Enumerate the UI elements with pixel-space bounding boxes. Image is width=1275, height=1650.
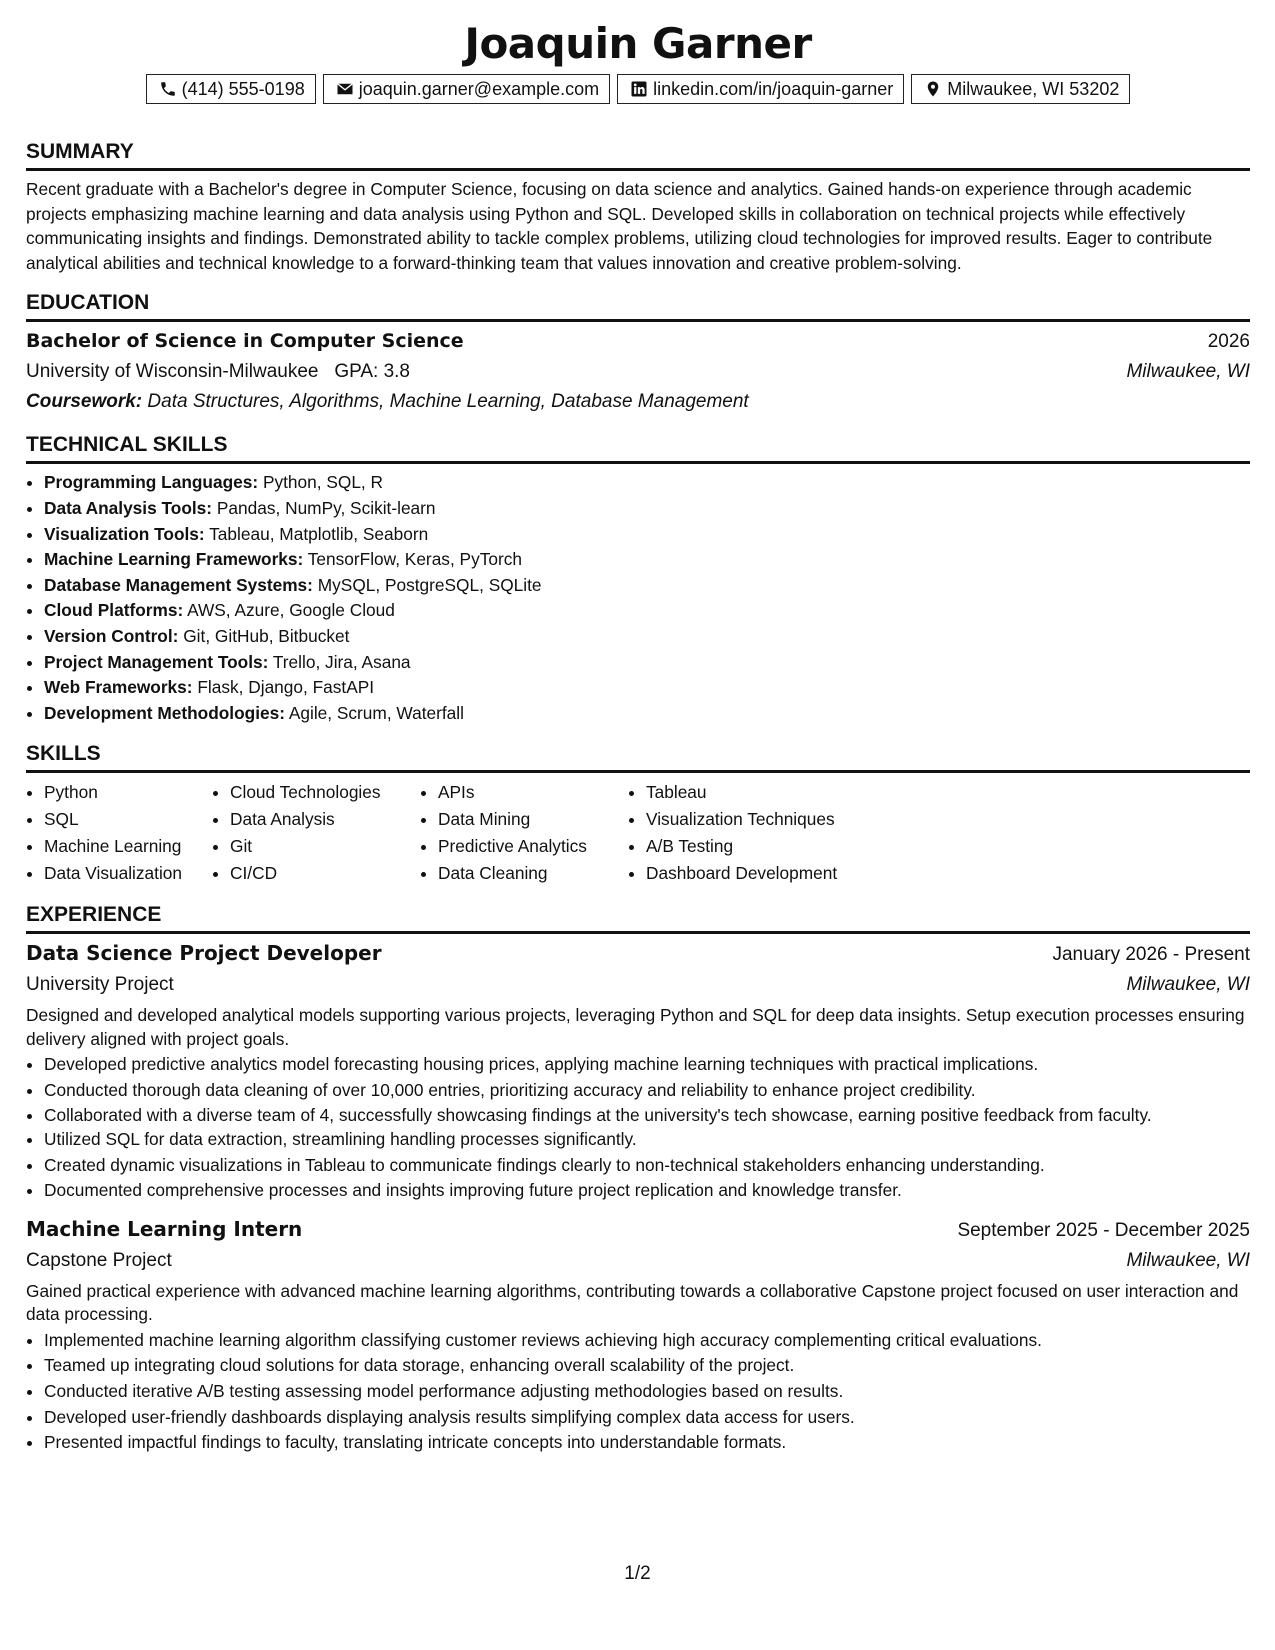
list-item: • Implemented machine learning algorithm classifying customer reviews achieving high accuracy complementing critical evaluations. [44, 1328, 1250, 1354]
list-item: • Predictive Analytics [438, 833, 628, 860]
list-item [44, 496, 1250, 522]
skill-values: Agile, Scrum, Waterfall [288, 702, 464, 723]
page-number: 1/2 [624, 1563, 651, 1584]
list-item: • Data Visualization [44, 860, 212, 887]
list-item: • Python [44, 779, 212, 806]
list-item: • Visualization Techniques [646, 806, 906, 833]
contact-email-text: joaquin.garner@example.com [358, 79, 600, 99]
skill-category: Cloud Platforms: [44, 600, 184, 621]
list-item [44, 470, 1250, 496]
list-item [44, 650, 1250, 676]
list-item: • Collaborated with a diverse team of 4, successfully showcasing findings at the university's tech showcase, earning positive feedback from faculty. [44, 1104, 1250, 1128]
skill-values: MySQL, PostgreSQL, SQLite [317, 574, 542, 595]
contact-location [911, 74, 1130, 104]
envelope-icon [336, 80, 354, 98]
job-organization: University Project [26, 974, 174, 996]
coursework-line [26, 387, 1250, 417]
skills-column-4 [628, 779, 906, 887]
job-bullets [26, 1052, 1250, 1203]
list-item [44, 675, 1250, 701]
technical-skills-list [26, 470, 1250, 726]
skill-values: AWS, Azure, Google Cloud [187, 600, 395, 621]
job-title-row [26, 938, 1250, 970]
list-item: • Machine Learning [44, 833, 212, 860]
skills-column-1 [26, 779, 212, 887]
list-item: • Documented comprehensive processes and insights improving future project replication and knowledge transfer. [44, 1178, 1250, 1204]
contact-bar [26, 74, 1250, 104]
list-item: • Tableau [646, 779, 906, 806]
linkedin-icon [630, 80, 648, 98]
resume-page [26, 18, 1250, 1456]
summary-heading: SUMMARY [26, 138, 1250, 171]
list-item: • Created dynamic visualizations in Tableau to communicate findings clearly to non-technical stakeholders enhancing understanding. [44, 1153, 1250, 1179]
list-item: • Data Analysis [230, 806, 420, 833]
job-location: Milwaukee, WI [1126, 1249, 1250, 1271]
skill-category: Database Management Systems: [44, 574, 313, 595]
list-item: • Cloud Technologies [230, 779, 420, 806]
job-dates: January 2026 - Present [1052, 944, 1250, 966]
job-entry [26, 938, 1250, 1203]
phone-icon [159, 80, 177, 98]
skill-category: Web Frameworks: [44, 677, 193, 698]
skill-category: Version Control: [44, 625, 179, 646]
skill-values: Flask, Django, FastAPI [197, 677, 375, 698]
location-pin-icon [924, 80, 942, 98]
list-item: • A/B Testing [646, 833, 906, 860]
list-item [44, 701, 1250, 727]
job-entry [26, 1214, 1250, 1456]
list-item: • CI/CD [230, 860, 420, 887]
job-summary: Designed and developed analytical models supporting various projects, leveraging Python and SQL for deep data insights. Setup execution processes ensuring delivery aligned with project goals. [26, 1005, 1245, 1049]
education-degree-row [26, 326, 1250, 357]
school-location: Milwaukee, WI [1126, 361, 1250, 383]
contact-linkedin-text: linkedin.com/in/joaquin-garner [653, 79, 894, 99]
list-item [44, 624, 1250, 650]
gpa: GPA: 3.8 [334, 361, 410, 383]
list-item [44, 522, 1250, 548]
skill-category: Programming Languages: [44, 472, 259, 493]
list-item: • APIs [438, 779, 628, 806]
education-heading: EDUCATION [26, 289, 1250, 322]
job-title: Machine Learning Intern [26, 1216, 303, 1241]
list-item [44, 547, 1250, 573]
school-line [26, 357, 410, 387]
skill-values: Tableau, Matplotlib, Seaborn [209, 523, 429, 544]
list-item [44, 573, 1250, 599]
skill-category: Project Management Tools: [44, 651, 269, 672]
skill-category: Visualization Tools: [44, 523, 205, 544]
job-location: Milwaukee, WI [1126, 974, 1250, 996]
job-org-row [26, 1246, 1250, 1276]
skill-category: Development Methodologies: [44, 702, 285, 723]
skills-heading: SKILLS [26, 740, 1250, 773]
technical-skills-heading: TECHNICAL SKILLS [26, 431, 1250, 464]
experience-heading: EXPERIENCE [26, 901, 1250, 934]
summary-section [26, 138, 1250, 275]
technical-skills-section [26, 431, 1250, 726]
list-item: • Utilized SQL for data extraction, streamlining handling processes significantly. [44, 1127, 1250, 1153]
coursework-list: Data Structures, Algorithms, Machine Learning, Database Management [147, 391, 749, 413]
skill-values: Pandas, NumPy, Scikit-learn [216, 497, 436, 518]
skill-values: TensorFlow, Keras, PyTorch [307, 549, 522, 570]
skills-column-2 [212, 779, 420, 887]
list-item: • SQL [44, 806, 212, 833]
list-item: • Developed predictive analytics model forecasting housing prices, applying machine learning techniques with practical implications. [44, 1052, 1250, 1078]
contact-phone[interactable] [146, 74, 316, 104]
job-organization: Capstone Project [26, 1249, 172, 1271]
skills-column-3 [420, 779, 628, 887]
list-item: • Conducted thorough data cleaning of over 10,000 entries, prioritizing accuracy and reliability to enhance project credibility. [44, 1078, 1250, 1104]
list-item: • Data Mining [438, 806, 628, 833]
job-title: Data Science Project Developer [26, 941, 382, 966]
list-item: • Conducted iterative A/B testing assessing model performance adjusting methodologies based on results. [44, 1379, 1250, 1405]
list-item [44, 598, 1250, 624]
coursework-label: Coursework: [26, 391, 143, 413]
job-summary: Gained practical experience with advanced machine learning algorithms, contributing towards a collaborative Capstone project focused on user interaction and data processing. [26, 1280, 1239, 1325]
candidate-name: Joaquin Garner [464, 19, 812, 68]
list-item: • Presented impactful findings to faculty, translating intricate concepts into understandable formats. [44, 1430, 1250, 1456]
job-bullets [26, 1328, 1250, 1456]
list-item: • Data Cleaning [438, 860, 628, 887]
contact-phone-text: (414) 555-0198 [181, 79, 305, 99]
job-org-row [26, 970, 1250, 1000]
graduation-year: 2026 [1207, 331, 1250, 353]
job-dates: September 2025 - December 2025 [957, 1219, 1250, 1241]
skills-section [26, 740, 1250, 887]
degree-title: Bachelor of Science in Computer Science [26, 330, 464, 353]
contact-location-text: Milwaukee, WI 53202 [947, 79, 1120, 99]
skill-values: Python, SQL, R [262, 472, 384, 493]
list-item: • Dashboard Development [646, 860, 906, 887]
skill-values: Git, GitHub, Bitbucket [183, 625, 350, 646]
skills-grid [26, 779, 1250, 887]
experience-section [26, 901, 1250, 1455]
skill-category: Machine Learning Frameworks: [44, 549, 304, 570]
contact-linkedin[interactable] [617, 74, 904, 104]
list-item: • Teamed up integrating cloud solutions for data storage, enhancing overall scalability of the project. [44, 1353, 1250, 1379]
list-item: • Git [230, 833, 420, 860]
education-school-row [26, 357, 1250, 387]
summary-text: Recent graduate with a Bachelor's degree in Computer Science, focusing on data science and analytics. Gained hands-on experience through academic projects emphasizing machine learning and data analysis using Python and SQL. Developed skills in collaboration on technical projects while effectively communicating insights and findings. Demonstrated ability to tackle complex problems, utilizing cloud technologies for improved results. Eager to contribute analytical abilities and technical knowledge to a forward-thinking team that values innovation and creative problem-solving. [26, 179, 1213, 273]
skill-values: Trello, Jira, Asana [272, 651, 411, 672]
school-name: University of Wisconsin-Milwaukee [26, 361, 319, 383]
skill-category: Data Analysis Tools: [44, 497, 213, 518]
job-title-row [26, 1214, 1250, 1246]
list-item: • Developed user-friendly dashboards displaying analysis results simplifying complex data access for users. [44, 1405, 1250, 1431]
contact-email[interactable] [323, 74, 610, 104]
education-section [26, 289, 1250, 417]
